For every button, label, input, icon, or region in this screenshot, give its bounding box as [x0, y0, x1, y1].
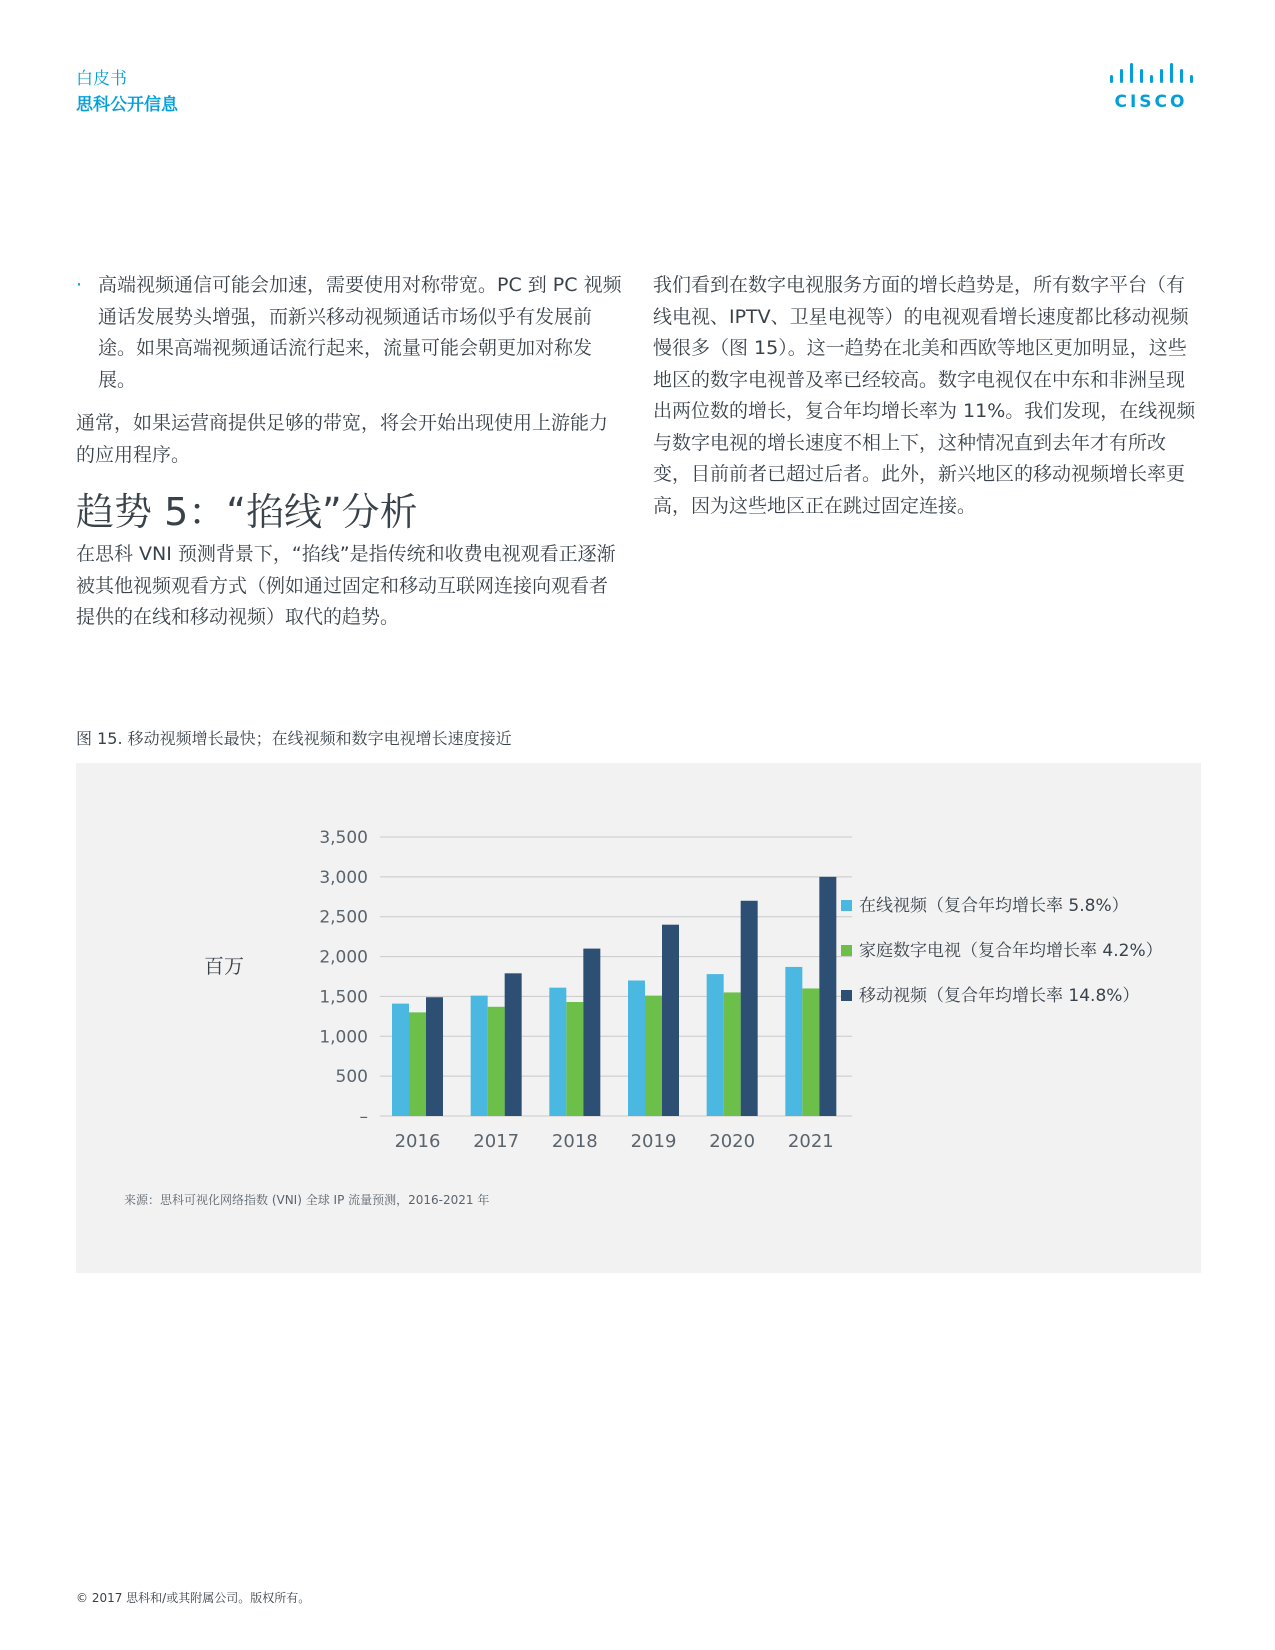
y-tick-label: 500 — [335, 1067, 368, 1088]
bar — [662, 925, 679, 1116]
left-column — [76, 270, 626, 634]
right-column — [653, 270, 1201, 522]
y-tick-label: 2,000 — [319, 947, 368, 968]
x-tick-label: 2017 — [473, 1131, 520, 1152]
bar — [819, 877, 836, 1116]
bar — [549, 988, 566, 1116]
paragraph: 通常，如果运营商提供足够的带宽，将会开始出现使用上游能力的应用程序。 — [76, 412, 609, 466]
bar — [426, 997, 443, 1116]
paragraph: 我们看到在数字电视服务方面的增长趋势是，所有数字平台（有线电视、IPTV、卫星电视等）的电视观看增长速度都比移动视频慢很多（图 15）。这一趋势在北美和西欧等地区更加明显，这些地区的数字电视普及率已经较高。数字电视仅在中东和非洲呈现出两位数的增长，复合年均增长率为 11%。我们发现，在线视频与数字电视的增长速度不相上下，这种情况直到去年才有所改变，目前前者已超过后者。此外，新兴地区的移动视频增长率更高，因为这些地区正在跳过固定连接。 — [653, 274, 1196, 517]
bar — [707, 974, 724, 1116]
y-tick-label: 1,500 — [319, 987, 368, 1008]
y-axis-label: 百万 — [204, 954, 244, 978]
x-tick-label: 2020 — [709, 1131, 756, 1152]
bar — [505, 973, 522, 1116]
bar — [802, 988, 819, 1116]
bar — [741, 901, 758, 1116]
bar — [392, 1004, 409, 1116]
legend-swatch — [841, 945, 852, 956]
bar — [645, 996, 662, 1116]
y-tick-label: 3,000 — [319, 867, 368, 888]
copyright-footer: © 2017 思科和/或其附属公司。版权所有。 — [76, 1591, 311, 1605]
classification-label: 思科公开信息 — [76, 95, 178, 115]
x-tick-label: 2019 — [630, 1131, 677, 1152]
bar — [724, 992, 741, 1116]
bar — [785, 967, 802, 1116]
legend-label: 家庭数字电视（复合年均增长率 4.2%） — [859, 941, 1163, 961]
bar — [471, 996, 488, 1116]
list-item — [76, 270, 626, 396]
bullet-text: 高端视频通信可能会加速，需要使用对称带宽。PC 到 PC 视频通话发展势头增强，而新兴移动视频通话市场似乎有发展前途。如果高端视频通话流行起来，流量可能会朝更加对称发展。 — [98, 274, 622, 391]
document-type-label: 白皮书 — [76, 69, 127, 89]
bar-chart — [76, 763, 1201, 1193]
legend-label: 移动视频（复合年均增长率 14.8%） — [859, 986, 1140, 1006]
x-tick-label: 2016 — [394, 1131, 441, 1152]
x-tick-label: 2018 — [551, 1131, 598, 1152]
section-heading: 趋势 5：“掐线”分析 — [76, 490, 418, 534]
legend-swatch — [841, 990, 852, 1001]
svg-text:CISCO: CISCO — [1114, 92, 1188, 112]
bar — [583, 949, 600, 1116]
legend-label: 在线视频（复合年均增长率 5.8%） — [859, 896, 1129, 916]
figure-caption: 图 15. 移动视频增长最快；在线视频和数字电视增长速度接近 — [76, 729, 512, 748]
paragraph: 在思科 VNI 预测背景下，“掐线”是指传统和收费电视观看正逐渐被其他视频观看方式（例如通过固定和移动互联网连接向观看者提供的在线和移动视频）取代的趋势。 — [76, 543, 616, 628]
figure-source: 来源：思科可视化网络指数 (VNI) 全球 IP 流量预测，2016-2021 年 — [124, 1193, 490, 1207]
y-tick-label: 2,500 — [319, 907, 368, 928]
bar — [566, 1002, 583, 1116]
y-tick-label: 3,500 — [319, 828, 368, 848]
bar — [409, 1012, 426, 1116]
bar — [488, 1007, 505, 1116]
y-tick-label: 1,000 — [319, 1027, 368, 1048]
legend-swatch — [841, 900, 852, 911]
bullet-icon: · — [76, 274, 83, 296]
cisco-logo — [1104, 62, 1204, 118]
x-tick-label: 2021 — [787, 1131, 834, 1152]
bar — [628, 980, 645, 1116]
y-tick-label: – — [359, 1107, 368, 1127]
